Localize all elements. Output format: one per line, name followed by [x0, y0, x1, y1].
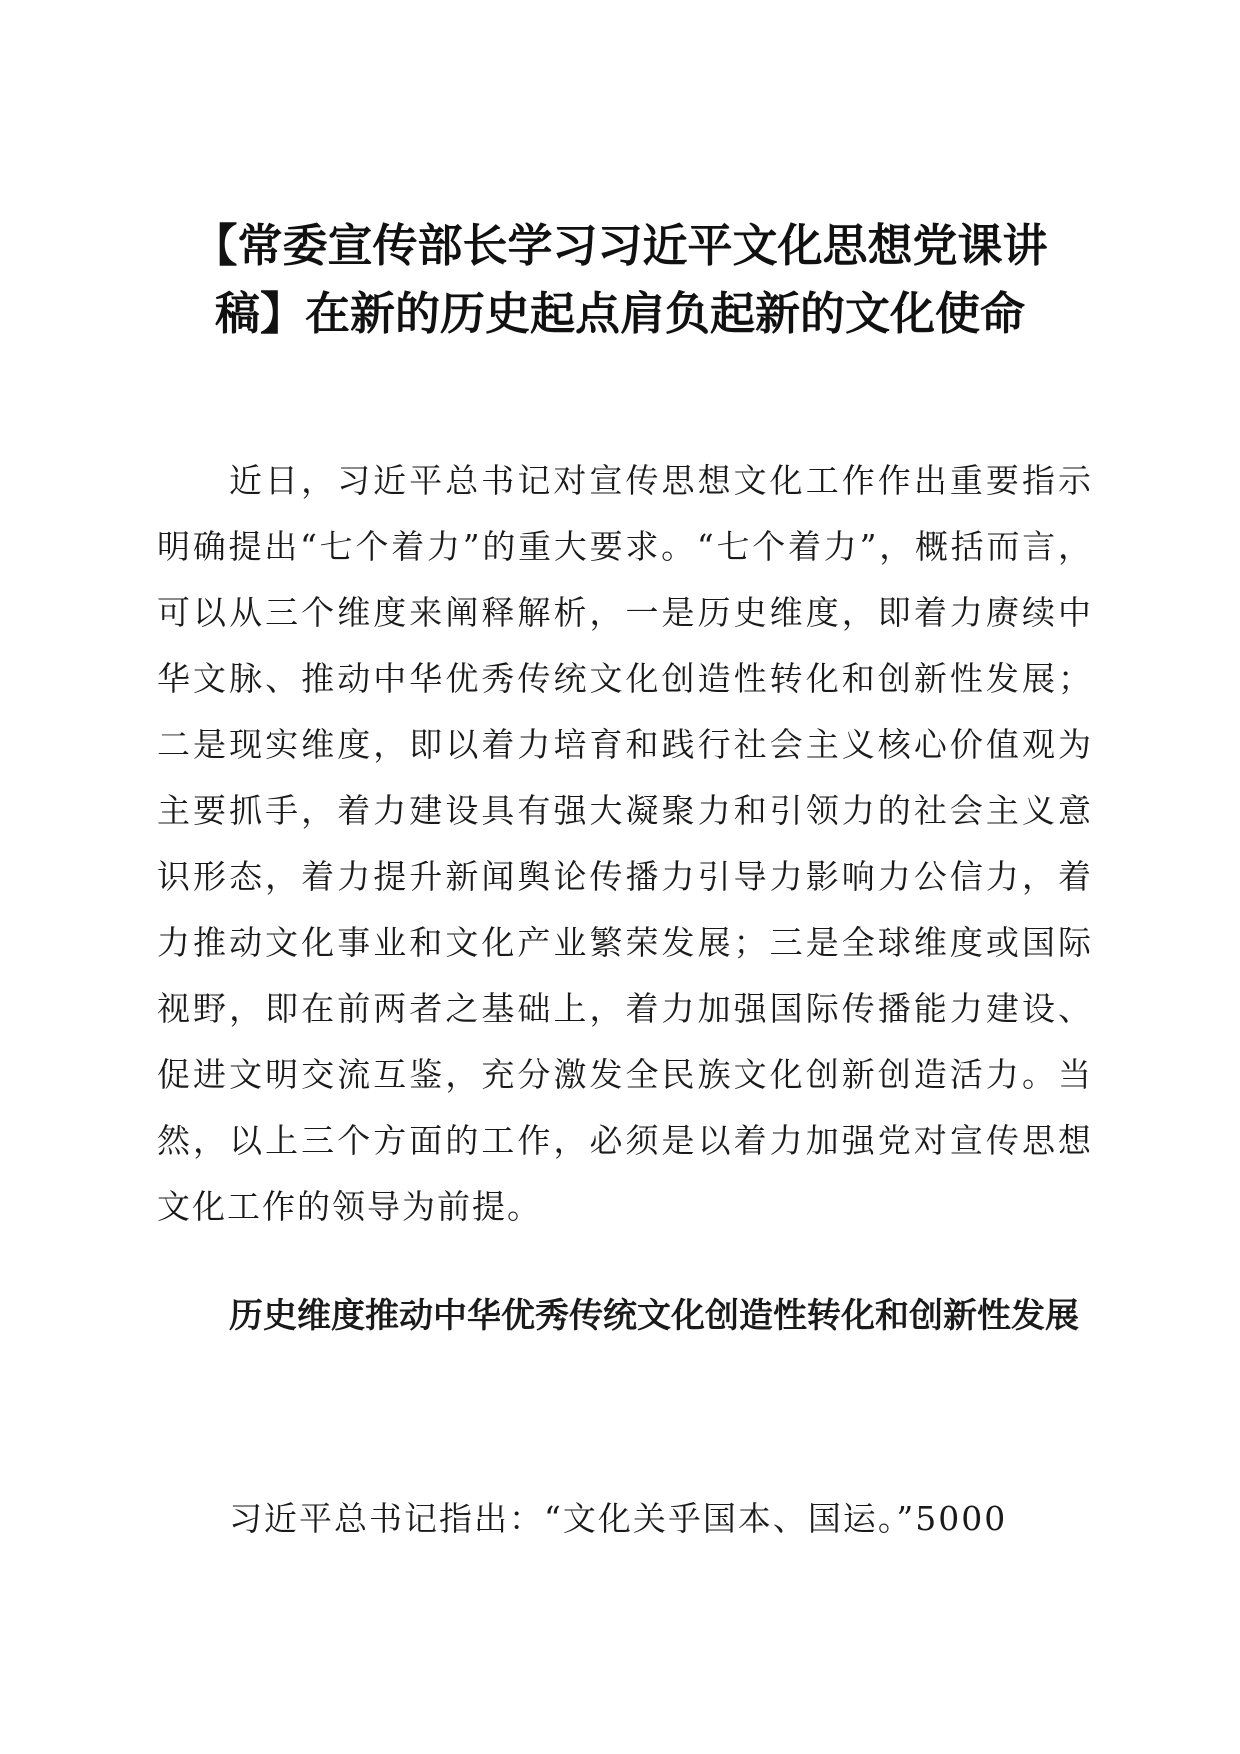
document-title: 【常委宣传部长学习习近平文化思想党课讲稿】在新的历史起点肩负起新的文化使命: [192, 219, 1048, 340]
section-heading: 历史维度推动中华优秀传统文化创造性转化和创新性发展: [229, 1296, 1079, 1336]
body-paragraph: 习近平总书记指出：“文化关乎国本、国运。”5000: [229, 1499, 1008, 1538]
intro-paragraph: 近日，习近平总书记对宣传思想文化工作作出重要指示明确提出“七个着力”的重大要求。“七个着力”，概括而言，可以从三个维度来阐释解析，一是历史维度，即着力赓续中华文脉、推动中华优秀传统文化创造性转化和创新性发展；二是现实维度，即以着力培育和践行社会主义核心价值观为主要抓手，着力建设具有强大凝聚力和引领力的社会主义意识形态，着力提升新闻舆论传播力引导力影响力公信力，着力推动文化事业和文化产业繁荣发展；三是全球维度或国际视野，即在前两者之基础上，着力加强国际传播能力建设、促进文明交流互鉴，充分激发全民族文化创新创造活力。当然，以上三个方面的工作，必须是以着力加强党对宣传思想文化工作的领导为前提。: [157, 461, 1093, 1226]
